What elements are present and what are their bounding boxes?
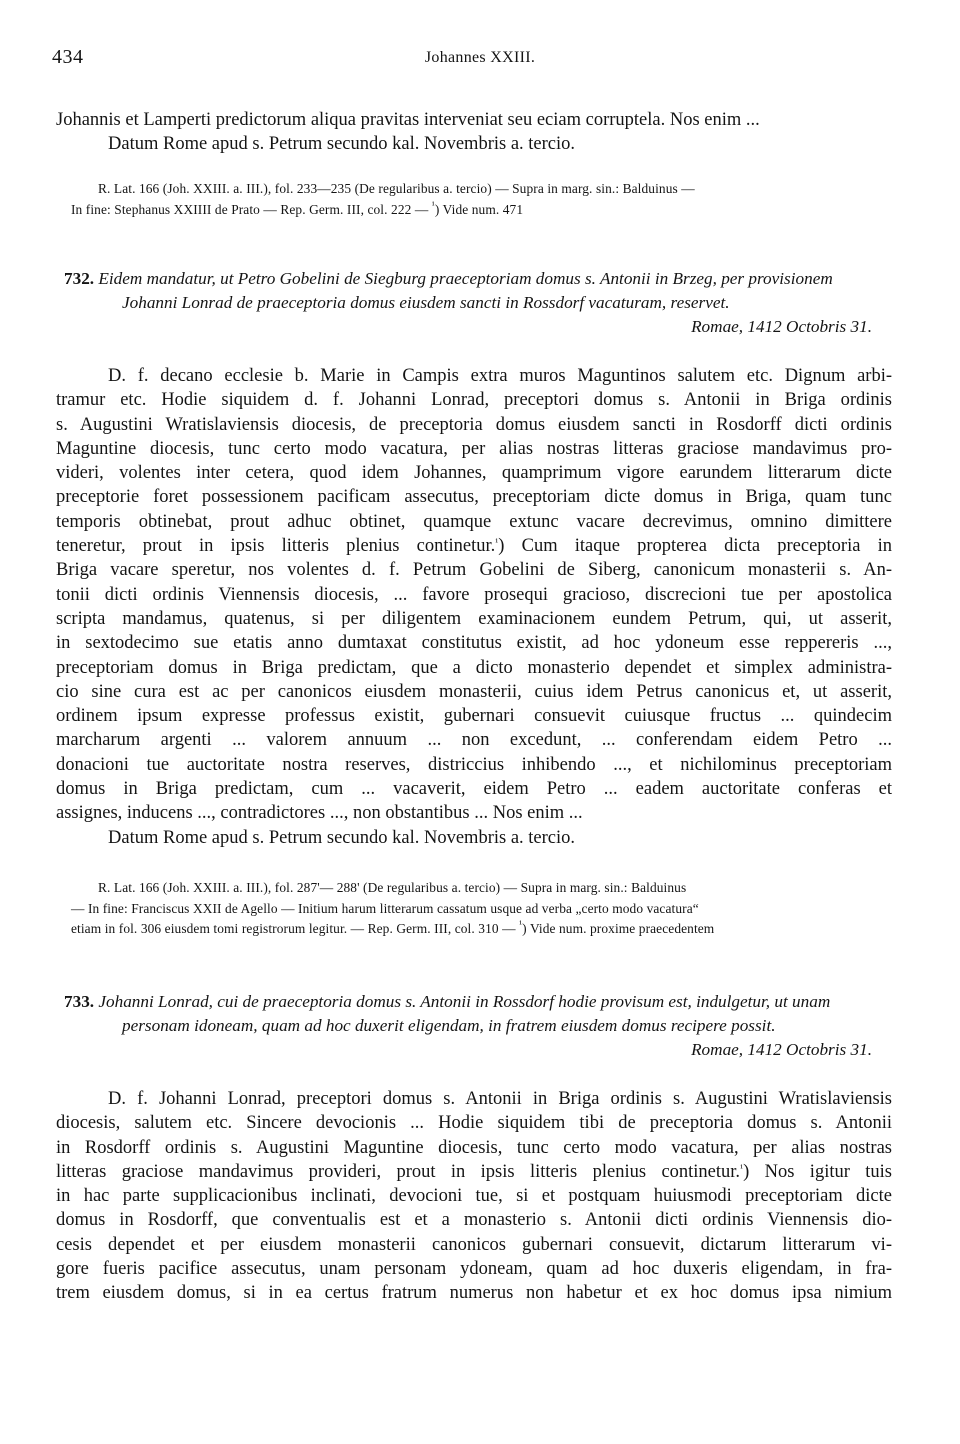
text-line: assignes, inducens ..., contradictores ..., non obstantibus ... Nos enim ... (56, 803, 583, 824)
datum-line: Datum Rome apud s. Petrum secundo kal. Novembris a. tercio. (108, 134, 576, 155)
text-line: donacioni tue auctoritate nostra reserves, districcius inhibendo ..., et nichilominus preceptoriam (56, 754, 892, 775)
text-line: scripta mandamus, quatenus, si per diligentem examinacionem eundem Petrum, qui, ut asserit, (56, 608, 892, 629)
text-line: cesis dependet et per eiusdem monasterii canonicos gubernari consuevit, dictarum litterarum vi- (56, 1234, 892, 1255)
text-line: s. Augustini Wratislaviensis diocesis, de preceptoria domus eiusdem sancti in Rosdorff dicti ordinis (56, 414, 892, 435)
document-text-732 (56, 364, 892, 850)
text-line: litteras graciose mandavimus provideri, prout in ipsis litteris plenius continetur.$^{^1}$) Nos igitur tuis (56, 1161, 892, 1182)
note-line: R. Lat. 166 (Joh. XXIII. a. III.), fol. 233—235 (De regularibus a. tercio) — Supra in marg. sin.: Balduinus — (98, 181, 695, 196)
text-line: D. f. decano ecclesie b. Marie in Campis extra muros Maguntinos salutem etc. Dignum arbi- (108, 366, 892, 386)
text-line: preceptorie foret possessionem pacificam assecutus, preceptoriam dicte domus in Briga, quam tunc (56, 487, 892, 508)
regest-line: Johanni Lonrad, cui de praeceptoria domus s. Antonii in Rossdorf hodie provisum est, indulgetur, ut unam (98, 992, 831, 1011)
note-line: R. Lat. 166 (Joh. XXIII. a. III.), fol. 287'— 288' (De regularibus a. tercio) — Supra in marg. sin.: Balduinus (98, 880, 687, 895)
footnote-marker: ¹ (519, 919, 523, 930)
text-line: in Rosdorff ordinis s. Augustini Maguntine diocesis, tunc certo modo vacatura, per alias nostras (56, 1137, 892, 1158)
text-line: Johannis et Lamperti predictorum aliqua pravitas interveniat seu eciam corruptela. Nos enim ... (56, 110, 760, 130)
text-line: tonii dicti ordinis Viennensis diocesis, ... favore prosequi gracioso, discrecioni tue per apostolica (56, 584, 892, 605)
footnote-marker: ¹ (495, 537, 499, 549)
text-line: marcharum argenti ... valorem annuum ... non excedunt, ... conferendam eidem Petro ... (56, 730, 892, 751)
running-title: Johannes XXIII. (424, 49, 536, 66)
footnote-marker: ¹ (431, 199, 435, 211)
entry-number: 732. (64, 269, 95, 288)
previous-document-end (56, 108, 892, 157)
text-line: D. f. Johanni Lonrad, preceptori domus s. Antonii in Briga ordinis s. Augustini Wratislaviensis (108, 1089, 892, 1109)
text-line: domus in Rosdorff, que conventualis est et a monasterio s. Antonii dicti ordinis Viennensis dio- (56, 1210, 892, 1231)
text-line: preceptoriam domus in Briga predictam, que a dicto monasterio dependet et simplex administra- (56, 657, 892, 678)
footnote-marker: ¹ (740, 1162, 744, 1174)
regest-date: Romae, 1412 Octobris 31. (691, 1040, 872, 1059)
text-line: trem eiusdem domus, si in ea certus fratrum numerus non habetur et ex hoc domus ipsa nimium (56, 1283, 892, 1304)
text-line: gore fueris pacifice assecutus, unam personam ydoneam, quam ad hoc duxeris eligendam, in fra- (56, 1259, 892, 1280)
regest-date: Romae, 1412 Octobris 31. (691, 317, 872, 336)
text-line: Briga vacare speretur, nos volentes d. f. Petrum Gobelini de Siberg, canonicum monasterii s. An- (56, 560, 892, 581)
text-line: tramur etc. Hodie siquidem d. f. Johanni Lonrad, preceptori domus s. Antonii in Briga ordinis (56, 390, 892, 411)
text-line: in hac parte supplicacionibus inclinati, devocioni tue, si et postquam huiusmodi preceptoriam dicte (56, 1186, 892, 1207)
regest-line: Johanni Lonrad de praeceptoria domus eiusdem sancti in Rossdorf vacaturam, reservet. (122, 293, 730, 312)
text-line: cio sine cura est ac per canonicos eiusdem monasterii, cuius idem Petrus canonicus et, ut asserit, (56, 681, 892, 702)
regest-732 (64, 267, 894, 339)
entry-number: 733. (64, 992, 95, 1011)
text-line: teneretur, prout in ipsis litteris plenius continetur.$^{^1}$) Cum itaque propterea dicta preceptoria in (56, 536, 892, 557)
note-line: etiam in fol. 306 eiusdem tomi registrorum legitur. — Rep. Germ. III, col. 310 — $^{^1}$) Vide num. proxime praecedentem (71, 919, 715, 936)
regest-733 (64, 990, 894, 1062)
previous-document-note (71, 179, 893, 220)
regest-line: personam idoneam, quam ad hoc duxerit eligendam, in fratrem eiusdem domus recipere possit. (122, 1016, 776, 1035)
datum-line: Datum Rome apud s. Petrum secundo kal. Novembris a. tercio. (108, 827, 576, 848)
regest-line: Eidem mandatur, ut Petro Gobelini de Siegburg praeceptoriam domus s. Antonii in Brzeg, per provisionem (98, 269, 833, 288)
page-number: 434 (52, 46, 84, 68)
note-line: — In fine: Franciscus XXII de Agello — Initium harum litterarum cassatum usque ad verba „certo modo vacatura“ (71, 900, 699, 916)
text-line: ordinem ipsum expresse professus existit, gubernari consuevit cuiusque fructus ... quindecim (56, 706, 892, 727)
note-line: In fine: Stephanus XXIIII de Prato — Rep. Germ. III, col. 222 — $^{^1}$) Vide num. 471 (71, 199, 524, 217)
text-line: domus in Briga predictam, cum ... vacaverit, eidem Petro ... eadem auctoritate conferas et (56, 779, 892, 800)
note-732 (71, 878, 893, 940)
text-line: in sextodecimo sue etatis anno dumtaxat constitutus existit, ad hoc ydoneum esse reppereris ..., (56, 633, 892, 654)
text-line: Maguntine diocesis, tunc certo modo vacatura, per alias nostras litteras graciose mandavimus pro- (56, 438, 892, 459)
text-line: diocesis, salutem etc. Sincere devocionis ... Hodie siquidem tibi de preceptoria domus s. Antonii (56, 1113, 892, 1134)
text-line: temporis obtinebat, prout adhuc obtinet, quamque extunc vacare decrevimus, omnino dimittere (56, 511, 892, 532)
document-text-733 (56, 1087, 892, 1306)
text-line: videri, volentes inter cetera, quod idem Johannes, quamprimum vigore earundem litterarum dicte (56, 463, 892, 484)
